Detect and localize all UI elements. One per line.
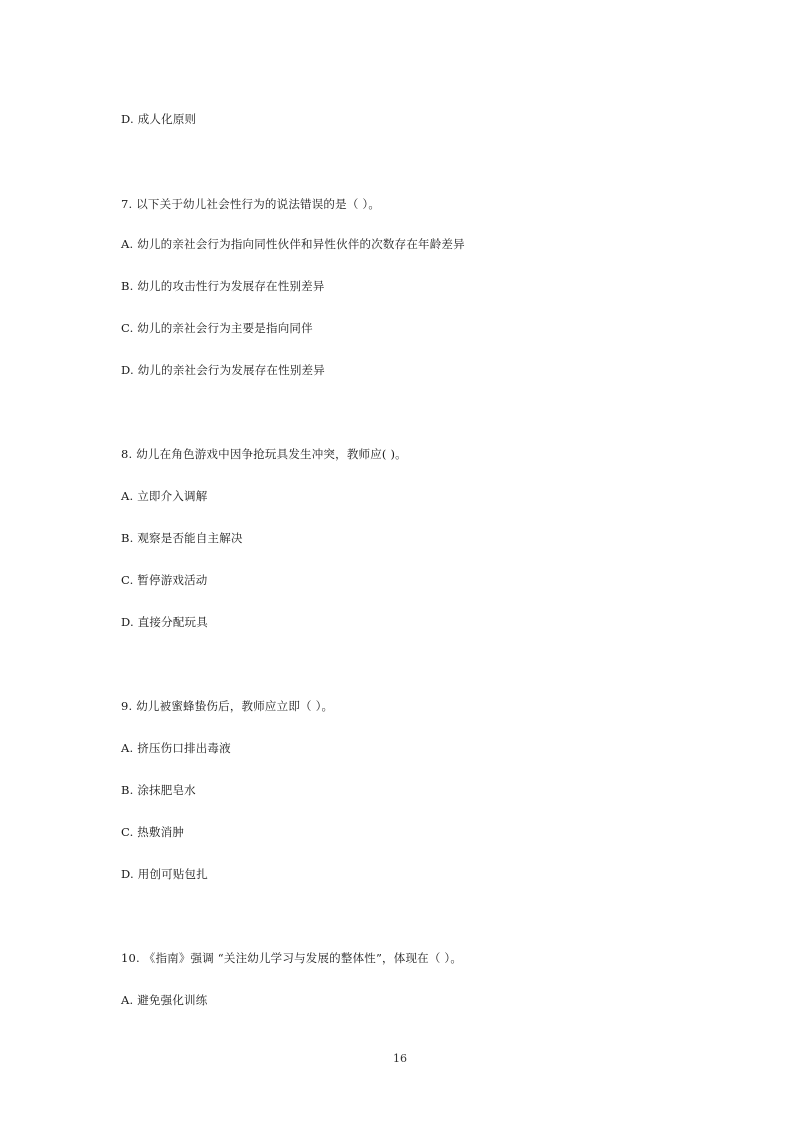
q7-option-d: D. 幼儿的亲社会行为发展存在性别差异	[121, 363, 325, 377]
q10-option-a: A. 避免强化训练	[121, 993, 208, 1007]
q8-option-d: D. 直接分配玩具	[121, 615, 208, 629]
q10-question: 10. 《指南》强调 “关注幼儿学习与发展的整体性”，体现在（ ）。	[121, 951, 463, 965]
page-number: 16	[393, 1052, 407, 1065]
q8-option-a: A. 立即介入调解	[121, 489, 208, 503]
q8-option-c: C. 暂停游戏活动	[121, 573, 208, 587]
q7-option-a: A. 幼儿的亲社会行为指向同性伙伴和异性伙伴的次数存在年龄差异	[121, 237, 465, 251]
q8-option-b: B. 观察是否能自主解决	[121, 531, 243, 545]
q7-question: 7. 以下关于幼儿社会性行为的说法错误的是（ ）。	[121, 197, 381, 211]
q9-option-a: A. 挤压伤口排出毒液	[121, 741, 231, 755]
q6-option-d: D. 成人化原则	[121, 112, 197, 126]
q9-option-d: D. 用创可贴包扎	[121, 867, 208, 881]
q9-option-c: C. 热敷消肿	[121, 825, 185, 839]
q7-option-c: C. 幼儿的亲社会行为主要是指向同伴	[121, 321, 313, 335]
q9-question: 9. 幼儿被蜜蜂蛰伤后，教师应立即（ ）。	[121, 699, 334, 713]
q7-option-b: B. 幼儿的攻击性行为发展存在性别差异	[121, 279, 325, 293]
q8-question: 8. 幼儿在角色游戏中因争抢玩具发生冲突，教师应( )。	[121, 447, 407, 461]
q9-option-b: B. 涂抹肥皂水	[121, 783, 196, 797]
